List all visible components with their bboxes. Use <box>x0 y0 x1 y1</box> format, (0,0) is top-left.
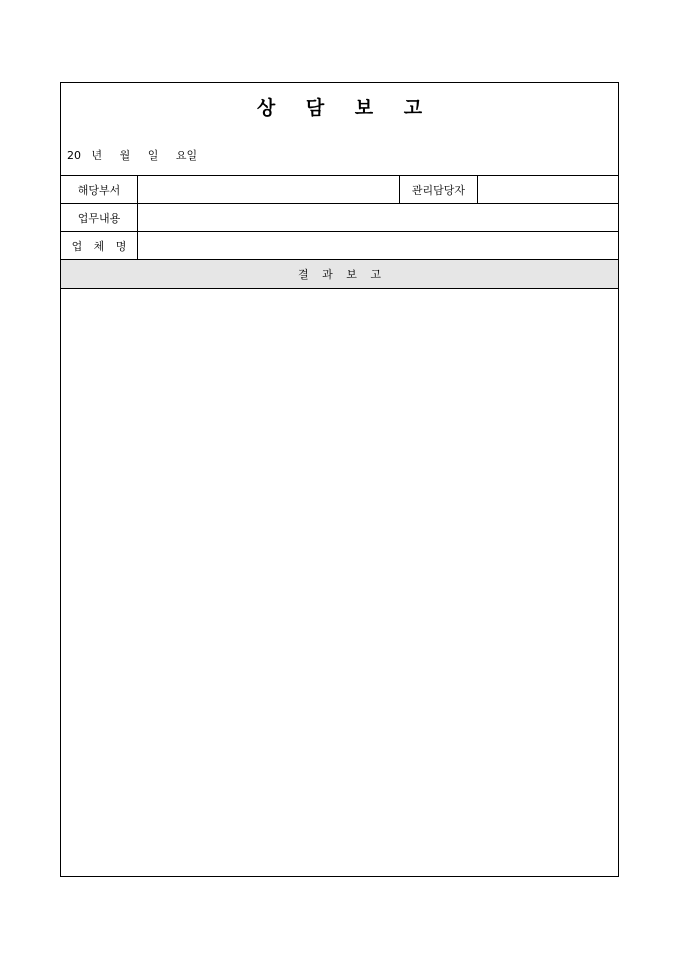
weekday-label: 요일 <box>175 149 198 162</box>
task-input[interactable] <box>138 204 618 231</box>
manager-label: 관리담당자 <box>400 176 478 203</box>
day-label: 일 <box>147 149 159 162</box>
company-label: 업 체 명 <box>61 232 138 259</box>
company-input[interactable] <box>138 232 618 259</box>
company-row <box>61 231 618 259</box>
result-section-header: 결 과 보 고 <box>61 260 618 288</box>
result-content-area[interactable] <box>61 288 618 876</box>
consultation-report-form <box>60 82 619 877</box>
month-label: 월 <box>119 149 131 162</box>
date-line <box>67 147 197 163</box>
department-label: 해당부서 <box>61 176 138 203</box>
manager-input[interactable] <box>478 176 618 203</box>
task-row <box>61 203 618 231</box>
year-prefix: 20 <box>67 149 81 162</box>
form-title: 상 담 보 고 <box>256 97 435 119</box>
year-label: 년 <box>91 149 103 162</box>
department-input[interactable] <box>138 176 400 203</box>
task-label: 업무내용 <box>61 204 138 231</box>
result-header-row <box>61 259 618 288</box>
department-row <box>61 175 618 203</box>
